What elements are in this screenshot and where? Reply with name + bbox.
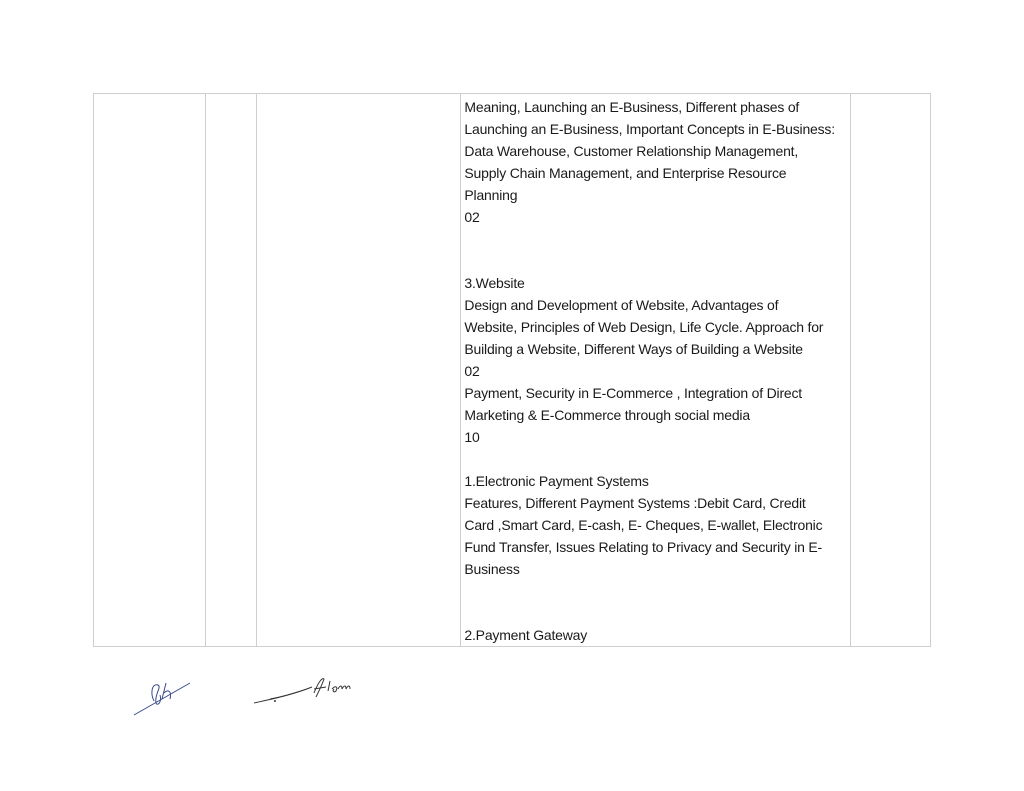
blank-line bbox=[464, 602, 843, 624]
content-line: Supply Chain Management, and Enterprise Resource bbox=[464, 165, 787, 181]
hours-value: 02 bbox=[464, 363, 480, 379]
signature-area bbox=[120, 665, 380, 725]
content-line: Fund Transfer, Issues Relating to Privacy and Security in E- bbox=[464, 539, 823, 555]
unit-title: Payment, Security in E-Commerce , Integration of Direct bbox=[464, 385, 802, 401]
content-line: Building a Website, Different Ways of Building a Website bbox=[464, 341, 803, 357]
section-heading: 3.Website bbox=[464, 275, 525, 291]
blank-line bbox=[464, 448, 843, 470]
table-row bbox=[94, 94, 931, 647]
table-cell-blank bbox=[257, 94, 461, 647]
table-cell-blank bbox=[94, 94, 206, 647]
syllabus-content-cell bbox=[461, 94, 850, 647]
signature-initials bbox=[132, 671, 192, 721]
table-cell-blank bbox=[850, 94, 930, 647]
section-heading: 1.Electronic Payment Systems bbox=[464, 473, 649, 489]
content-line: Launching an E-Business, Important Concepts in E-Business: bbox=[464, 121, 835, 137]
hours-value: 02 bbox=[464, 209, 480, 225]
blank-line bbox=[464, 228, 843, 250]
content-line: Features, Different Payment Systems :Debit Card, Credit bbox=[464, 495, 806, 511]
syllabus-table bbox=[93, 93, 931, 647]
table-cell-blank bbox=[206, 94, 257, 647]
section-heading: 2.Payment Gateway bbox=[464, 627, 588, 643]
content-line: Planning bbox=[464, 187, 518, 203]
content-line: Business bbox=[464, 561, 520, 577]
content-line: Design and Development of Website, Advantages of bbox=[464, 297, 779, 313]
content-line: Meaning, Launching an E-Business, Different phases of bbox=[464, 99, 800, 115]
content-line: Website, Principles of Web Design, Life Cycle. Approach for bbox=[464, 319, 824, 335]
content-line: Card ,Smart Card, E-cash, E- Cheques, E-wallet, Electronic bbox=[464, 517, 823, 533]
unit-title: Marketing & E-Commerce through social media bbox=[464, 407, 750, 423]
signature-g-alam bbox=[252, 673, 372, 713]
blank-line bbox=[464, 250, 843, 272]
hours-value: 10 bbox=[464, 429, 480, 445]
blank-line bbox=[464, 580, 843, 602]
content-line: Data Warehouse, Customer Relationship Management, bbox=[464, 143, 799, 159]
